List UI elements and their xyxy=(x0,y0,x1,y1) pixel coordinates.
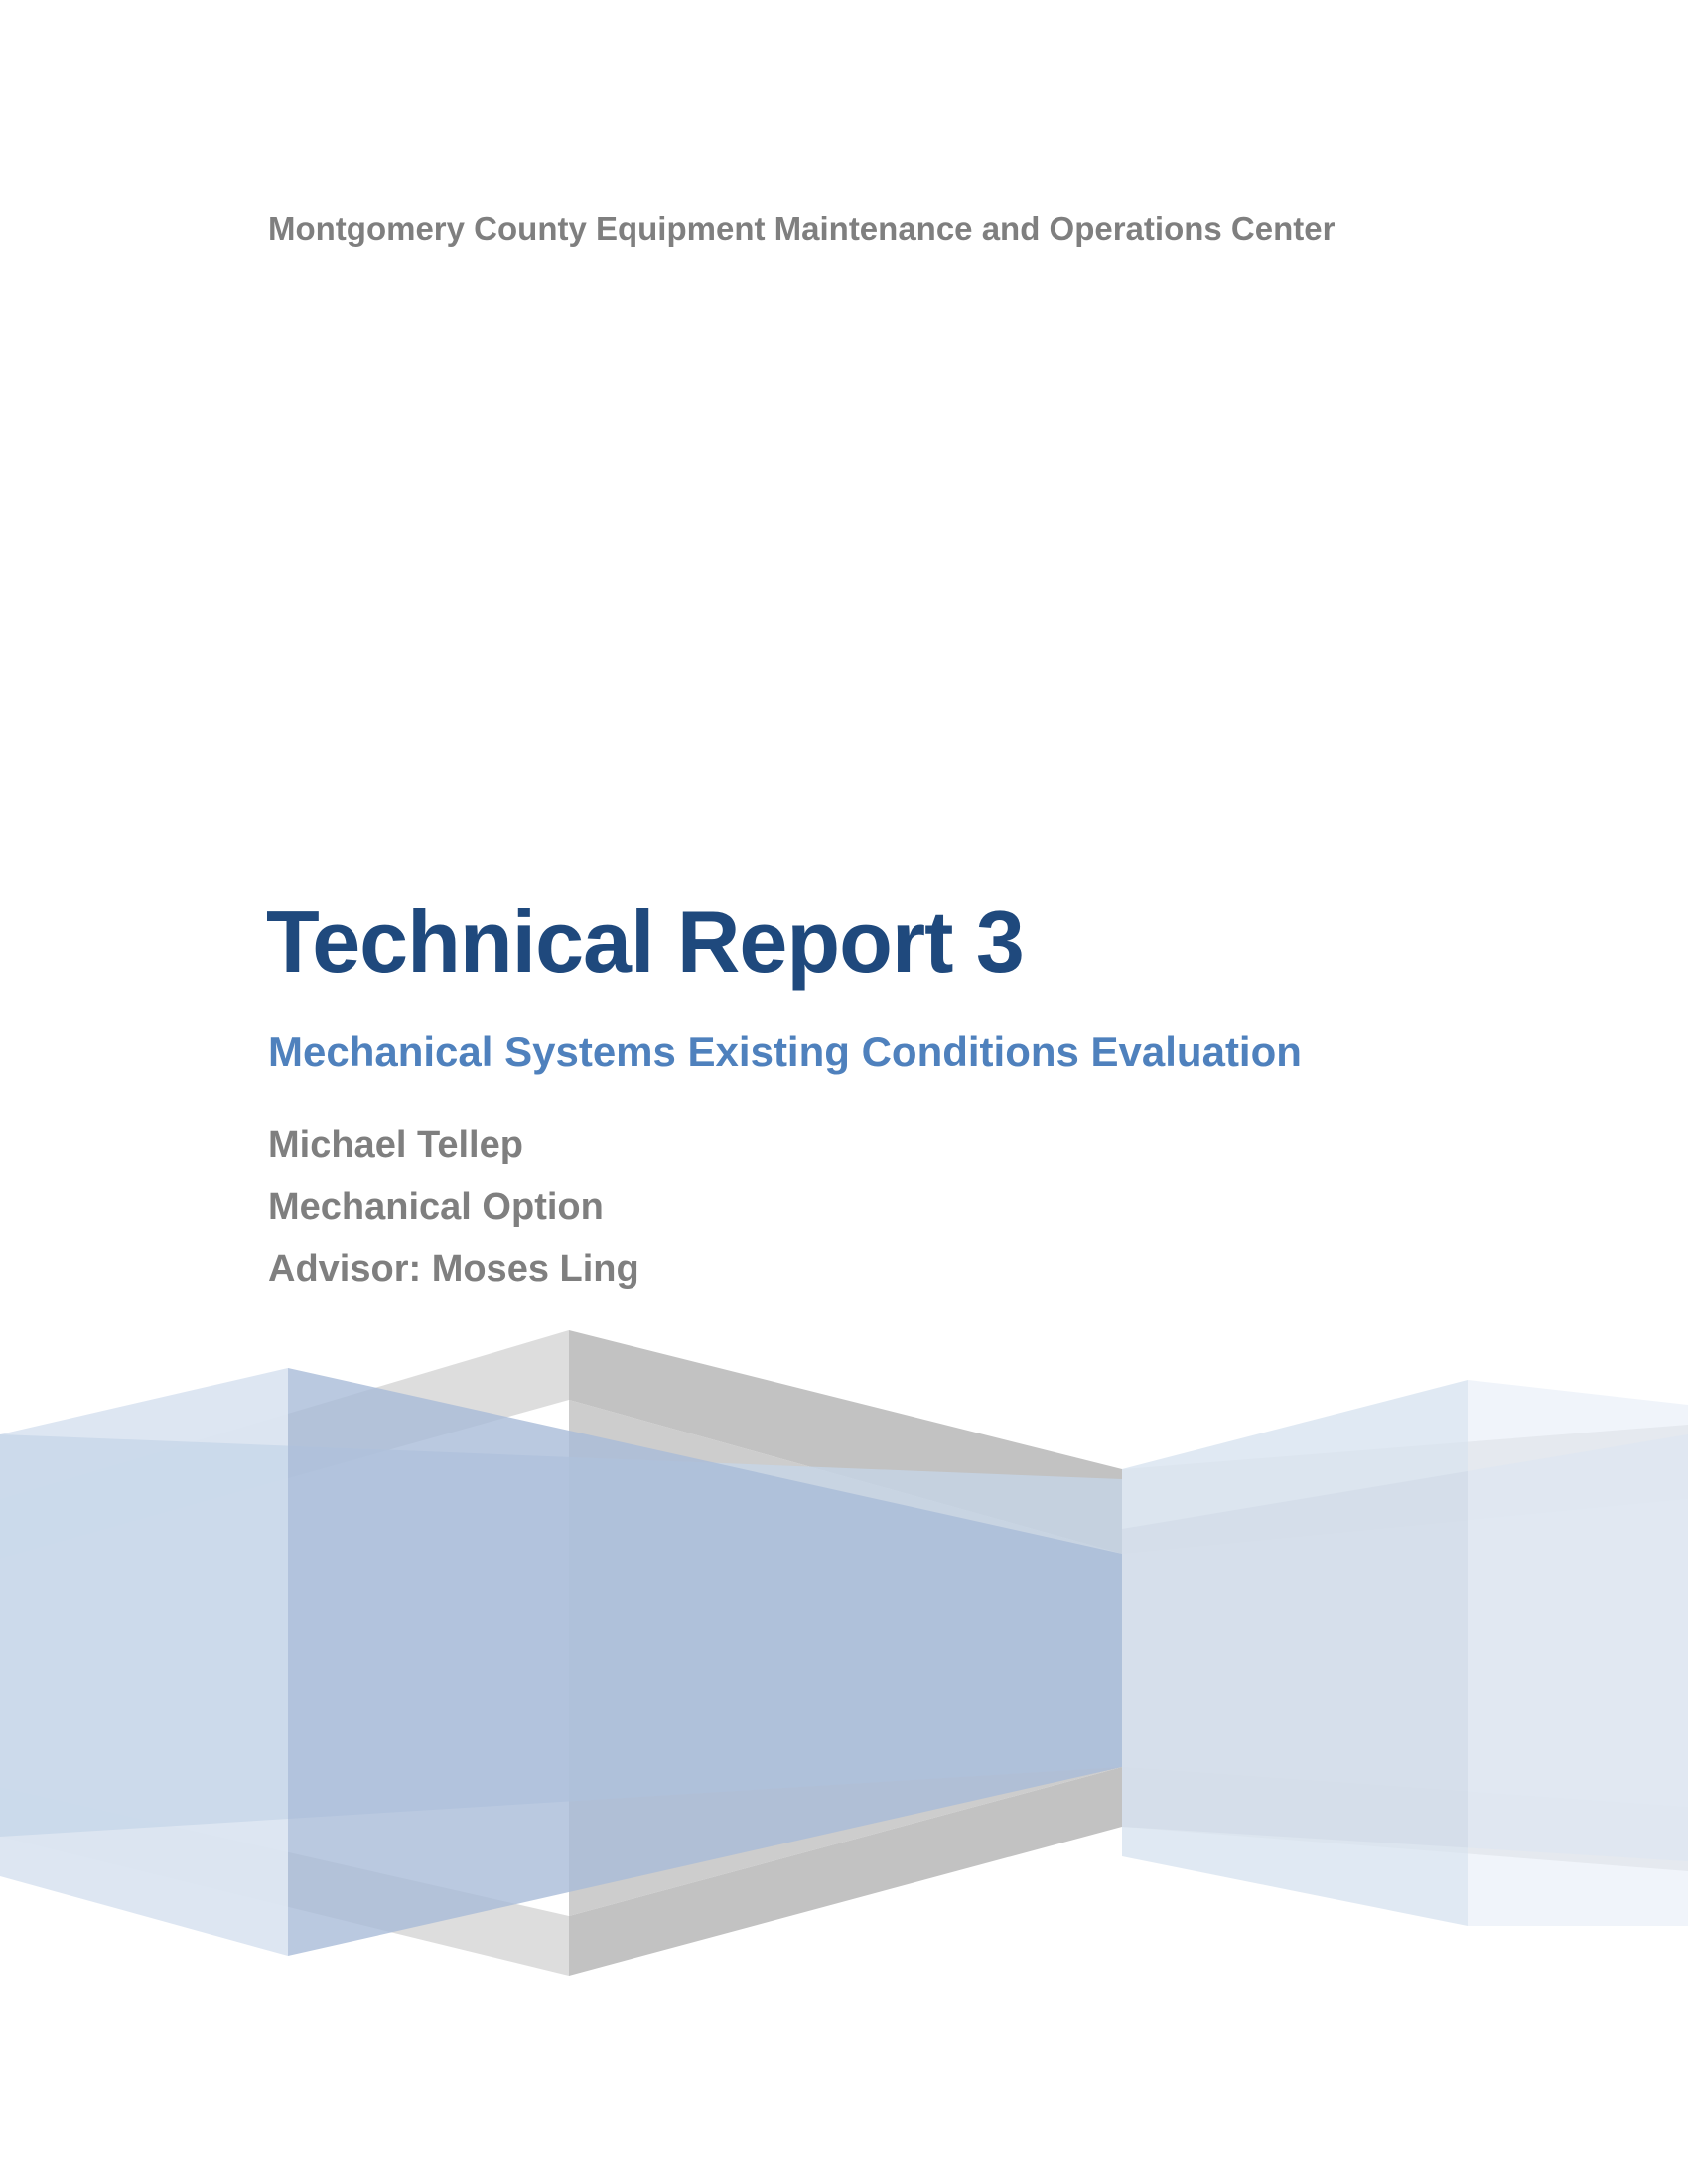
blue-panel-right-edge xyxy=(1468,1380,1688,1926)
advisor-name: Advisor: Moses Ling xyxy=(268,1248,639,1290)
author-name: Michael Tellep xyxy=(268,1124,523,1165)
author-option: Mechanical Option xyxy=(268,1186,604,1228)
report-subtitle: Mechanical Systems Existing Conditions Evaluation xyxy=(268,1028,1302,1075)
organization-name: Montgomery County Equipment Maintenance and Operations Center xyxy=(268,210,1336,247)
report-title: Technical Report 3 xyxy=(266,892,1024,991)
cover-decorative-graphic xyxy=(0,1320,1688,1995)
